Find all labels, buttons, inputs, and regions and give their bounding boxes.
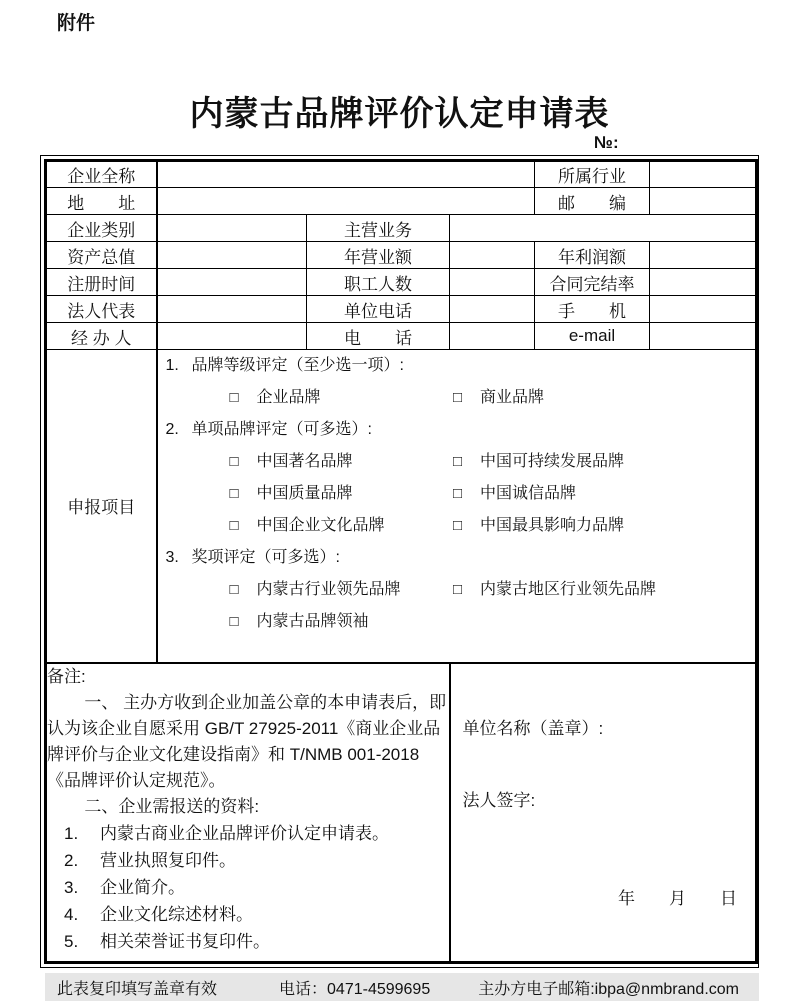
date-label: 年 月 日 [618, 889, 737, 908]
option-label: 中国最具影响力品牌 [479, 517, 624, 534]
input-phone[interactable] [450, 323, 535, 350]
option-label: 企业品牌 [256, 389, 321, 406]
field-label-company-phone: 单位电话 [307, 296, 450, 323]
notes-paragraph-1: 一、 主办方收到企业加盖公章的本申请表后，即认为该企业自愿采用 GB/T 27925-2011《商业企业品牌评价与企业文化建设指南》和 T/NMB 001-2018《品牌评价认定规范》。 [47, 692, 447, 790]
checkbox-option-commercial-brand[interactable] [453, 382, 544, 414]
checkbox-option-china-sustainable-brand[interactable] [453, 446, 624, 478]
checkbox-icon[interactable]: □ [229, 581, 239, 598]
section-title-awards: 3. 奖项评定（可多选）: [165, 549, 340, 566]
page-title: 内蒙古品牌评价认定申请表 [189, 95, 610, 133]
application-items-content [157, 350, 757, 663]
checkbox-icon[interactable]: □ [452, 517, 463, 534]
legal-signature-label: 法人签字: [462, 790, 536, 810]
checkbox-icon[interactable]: □ [452, 485, 463, 502]
checkbox-icon[interactable]: □ [229, 613, 239, 630]
field-label-main-business: 主营业务 [307, 215, 450, 242]
row-application-items [46, 350, 757, 663]
field-label-company-type: 企业类别 [46, 215, 157, 242]
option-label: 内蒙古品牌领袖 [256, 613, 369, 630]
footer-email: 主办方电子邮箱:ibpa@nmbrand.com [478, 980, 739, 998]
field-label-registration-time: 注册时间 [46, 269, 157, 296]
row-company-name [46, 161, 757, 188]
option-row [158, 382, 756, 414]
row-notes-and-signature [46, 663, 757, 963]
row-assets [46, 242, 757, 269]
field-label-handler: 经 办 人 [46, 323, 157, 350]
checkbox-icon[interactable]: □ [229, 485, 239, 502]
checkbox-option-nmg-regional-leading-brand[interactable] [453, 574, 656, 606]
checkbox-icon[interactable]: □ [452, 453, 463, 470]
option-label: 中国可持续发展品牌 [479, 453, 624, 470]
checkbox-option-china-culture-brand[interactable] [230, 510, 449, 542]
field-label-annual-revenue: 年营业额 [307, 242, 450, 269]
number-label: №: [594, 133, 619, 152]
checkbox-option-china-integrity-brand[interactable] [453, 478, 576, 510]
input-mobile[interactable] [650, 296, 757, 323]
field-label-contract-completion-rate: 合同完结率 [535, 269, 650, 296]
option-label: 中国企业文化品牌 [256, 517, 385, 534]
field-label-address: 地 址 [46, 188, 157, 215]
input-company-phone[interactable] [450, 296, 535, 323]
field-label-phone: 电 话 [307, 323, 450, 350]
notes-list-item: 2. 营业执照复印件。 [64, 850, 236, 870]
notes-list-item: 4. 企业文化综述材料。 [64, 904, 253, 924]
field-label-application-items: 申报项目 [46, 350, 157, 663]
footer-phone: 电话：0471-4599695 [279, 980, 431, 998]
field-label-legal-representative: 法人代表 [46, 296, 157, 323]
option-row [158, 446, 756, 478]
field-label-email: e-mail [535, 323, 650, 350]
field-label-company-name: 企业全称 [46, 161, 157, 188]
field-label-mobile: 手 机 [535, 296, 650, 323]
option-label: 内蒙古地区行业领先品牌 [479, 581, 656, 598]
input-postcode[interactable] [650, 188, 757, 215]
checkbox-icon[interactable]: □ [229, 453, 239, 470]
option-label: 中国质量品牌 [256, 485, 353, 502]
field-label-industry: 所属行业 [535, 161, 650, 188]
checkbox-option-china-quality-brand[interactable] [230, 478, 449, 510]
option-row [158, 606, 756, 638]
row-address [46, 188, 757, 215]
input-handler[interactable] [157, 323, 307, 350]
application-form-frame [40, 155, 759, 968]
checkbox-option-nmg-industry-leading-brand[interactable] [230, 574, 449, 606]
input-company-type[interactable] [157, 215, 307, 242]
input-total-assets[interactable] [157, 242, 307, 269]
input-industry[interactable] [650, 161, 757, 188]
option-row [158, 510, 756, 542]
footer-bar [45, 973, 759, 1001]
application-form-table [44, 159, 758, 964]
checkbox-icon[interactable]: □ [229, 517, 239, 534]
input-employee-count[interactable] [450, 269, 535, 296]
checkbox-option-china-famous-brand[interactable] [230, 446, 449, 478]
input-main-business[interactable] [450, 215, 757, 242]
field-label-total-assets: 资产总值 [46, 242, 157, 269]
notes-list-item: 5. 相关荣誉证书复印件。 [64, 931, 270, 951]
input-annual-profit[interactable] [650, 242, 757, 269]
option-label: 中国著名品牌 [256, 453, 353, 470]
field-label-employee-count: 职工人数 [307, 269, 450, 296]
row-legal-representative [46, 296, 757, 323]
notes-label: 备注: [47, 666, 86, 686]
notes-list-item: 3. 企业简介。 [64, 877, 185, 897]
input-address[interactable] [157, 188, 535, 215]
notes-paragraph-2: 二、企业需报送的资料: [84, 796, 260, 816]
input-annual-revenue[interactable] [450, 242, 535, 269]
notes-cell [46, 663, 450, 963]
option-row [158, 478, 756, 510]
checkbox-option-enterprise-brand[interactable] [230, 382, 449, 414]
option-label: 商业品牌 [479, 389, 544, 406]
option-row [158, 574, 756, 606]
section-title-single-brand: 2. 单项品牌评定（可多选）: [165, 421, 372, 438]
input-contract-completion-rate[interactable] [650, 269, 757, 296]
row-registration [46, 269, 757, 296]
field-label-postcode: 邮 编 [535, 188, 650, 215]
input-email[interactable] [650, 323, 757, 350]
row-handler [46, 323, 757, 350]
option-label: 内蒙古行业领先品牌 [256, 581, 401, 598]
input-legal-representative[interactable] [157, 296, 307, 323]
input-company-name[interactable] [157, 161, 535, 188]
footer-copy-note: 此表复印填写盖章有效 [57, 980, 218, 998]
notes-list-item: 1. 内蒙古商业企业品牌评价认定申请表。 [64, 823, 389, 843]
field-label-annual-profit: 年利润额 [535, 242, 650, 269]
checkbox-icon[interactable]: □ [452, 389, 463, 406]
checkbox-icon[interactable]: □ [452, 581, 463, 598]
input-registration-time[interactable] [157, 269, 307, 296]
row-company-type [46, 215, 757, 242]
section-title-brand-grade: 1. 品牌等级评定（至少选一项）: [165, 357, 404, 374]
company-seal-label: 单位名称（盖章）: [462, 718, 604, 738]
checkbox-icon[interactable]: □ [229, 389, 239, 406]
checkbox-option-china-influential-brand[interactable] [453, 510, 624, 542]
checkbox-option-nmg-brand-leader[interactable] [230, 606, 449, 638]
option-label: 中国诚信品牌 [479, 485, 576, 502]
signature-cell [450, 663, 757, 963]
attachment-label: 附件 [57, 13, 96, 34]
